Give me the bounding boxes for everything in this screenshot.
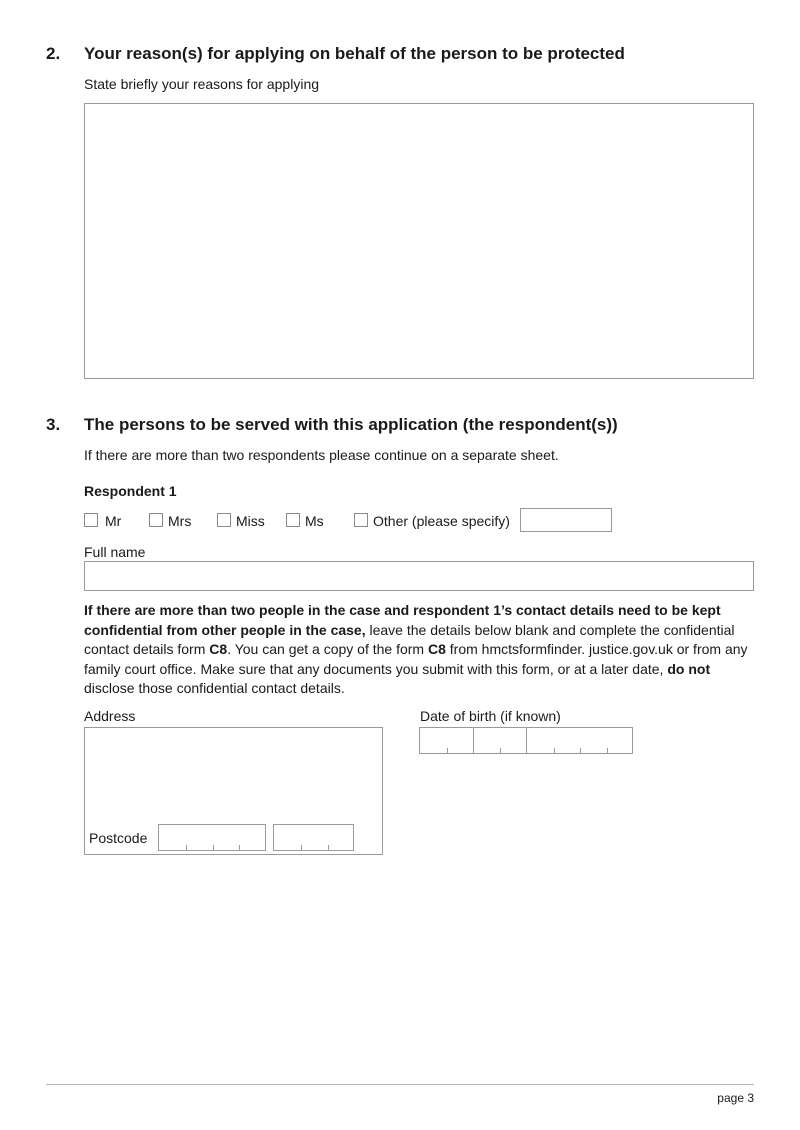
title-other-label: Other (please specify) (373, 513, 510, 529)
title-ms-label: Ms (305, 513, 324, 529)
title-mrs-checkbox[interactable] (149, 513, 163, 527)
section-2-number: 2. (46, 44, 61, 63)
confidential-notice-do-not: do not (667, 660, 711, 677)
form-c8-ref-1: C8 (209, 641, 228, 657)
title-mr-label: Mr (105, 513, 122, 529)
postcode-part-2-input[interactable] (273, 824, 354, 851)
confidential-notice-text-4: disclose those confidential contact details. (84, 680, 345, 696)
full-name-input[interactable] (84, 561, 754, 591)
confidential-notice-text-3: from hmctsformfinder. justice.gov.uk or from any family court office. Make sure that any documents you submit with this form, or at a later date, (84, 641, 748, 677)
title-other-input[interactable] (520, 508, 612, 532)
confidential-notice-text-2: . You can get a copy of the form (227, 641, 428, 657)
title-mrs-label: Mrs (168, 513, 192, 529)
confidential-notice (84, 601, 754, 699)
section-2-instruction: State briefly your reasons for applying (84, 76, 320, 92)
section-2-title: Your reason(s) for applying on behalf of the person to be protected (84, 44, 625, 63)
title-miss-checkbox[interactable] (217, 513, 231, 527)
dob-input[interactable] (419, 727, 633, 754)
title-ms-checkbox[interactable] (286, 513, 300, 527)
postcode-label: Postcode (89, 830, 148, 846)
section-3-instruction: If there are more than two respondents please continue on a separate sheet. (84, 447, 559, 463)
title-mr-checkbox[interactable] (84, 513, 98, 527)
title-other-checkbox[interactable] (354, 513, 368, 527)
page-number: page 3 (717, 1091, 754, 1105)
reasons-textarea[interactable] (84, 103, 754, 379)
respondent-1-heading: Respondent 1 (84, 483, 177, 499)
confidential-notice-text-1: leave the details below blank and complete the confidential contact details form (84, 621, 735, 657)
address-label: Address (84, 708, 136, 724)
section-3-title: The persons to be served with this application (the respondent(s)) (84, 415, 618, 434)
section-3-number: 3. (46, 415, 61, 434)
form-c8-ref-2: C8 (428, 641, 446, 657)
footer-rule (46, 1084, 754, 1085)
dob-label: Date of birth (if known) (420, 708, 561, 724)
title-miss-label: Miss (236, 513, 265, 529)
postcode-part-1-input[interactable] (158, 824, 266, 851)
full-name-label: Full name (84, 544, 146, 560)
confidential-notice-lead: If there are more than two people in the case and respondent 1’s contact details need to be kept confidential from other people in the case, (84, 602, 721, 638)
